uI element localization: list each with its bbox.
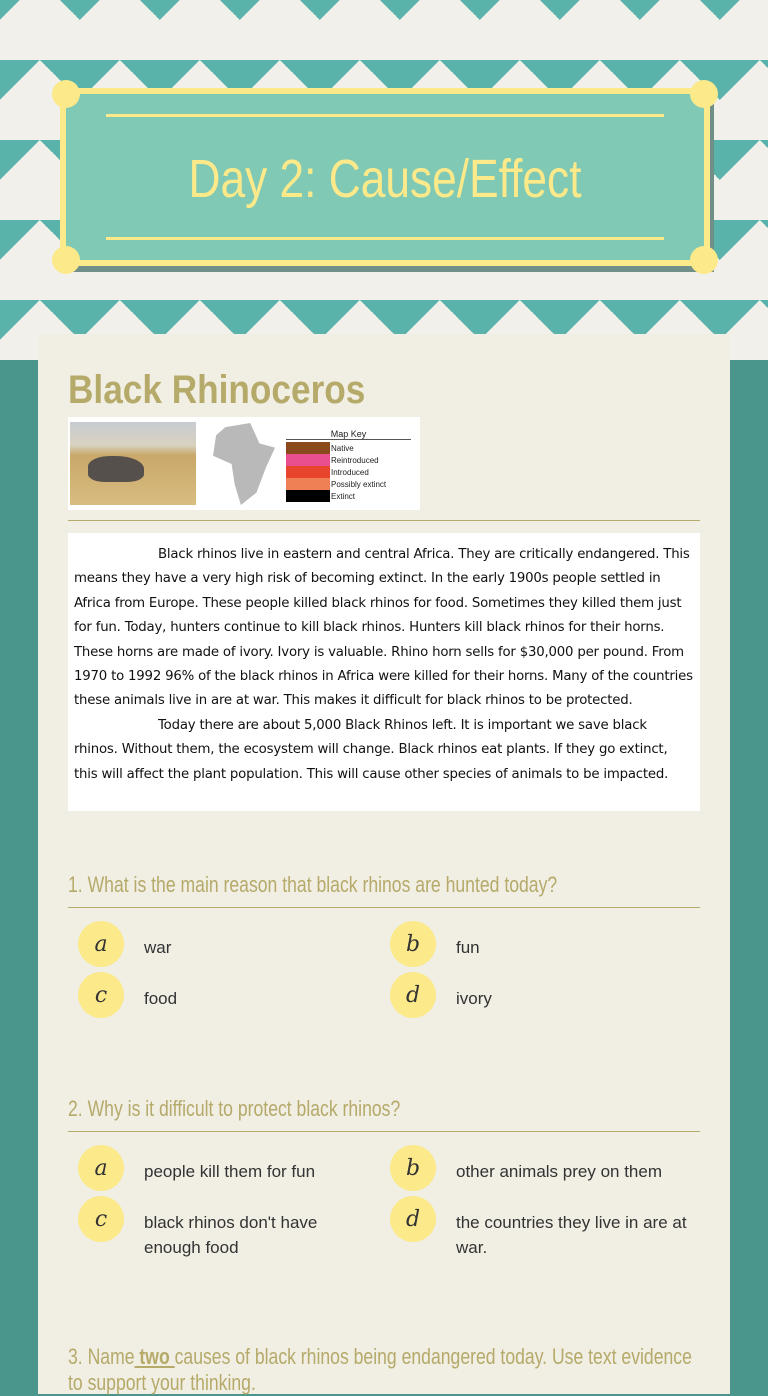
question-3: 3. Name two causes of black rhinos being endangered today. Use text evidence to support your thinking.	[68, 1344, 692, 1395]
map-key-item: Reintroduced	[286, 454, 411, 466]
answer-option[interactable]: b fun	[390, 935, 690, 967]
corner-ornament	[690, 80, 718, 108]
divider	[68, 1131, 700, 1132]
divider	[106, 237, 664, 240]
page-title: Day 2: Cause/Effect	[188, 149, 582, 209]
answer-option[interactable]: c food	[78, 986, 378, 1018]
rhino-photo	[70, 422, 196, 505]
answer-option[interactable]: d ivory	[390, 986, 690, 1018]
map-key-item: Introduced	[286, 466, 411, 478]
reading-passage	[68, 533, 700, 811]
corner-ornament	[52, 246, 80, 274]
answer-option[interactable]: c black rhinos don't have enough food	[78, 1210, 358, 1260]
passage-paragraph: Today there are about 5,000 Black Rhinos left. It is important we save black rhinos. Without them, the ecosystem will change. Black rhinos eat plants. If they go extinct, this will affect the plant population. This will cause other species of animals to be impacted.	[74, 717, 669, 782]
map-key-item: Possibly extinct	[286, 478, 411, 490]
corner-ornament	[52, 80, 80, 108]
answer-option[interactable]: a people kill them for fun	[78, 1159, 378, 1191]
map-key-item: Native	[286, 442, 411, 454]
divider	[68, 520, 700, 521]
map-key-item: Extinct	[286, 490, 411, 502]
answer-option[interactable]: d the countries they live in are at war.	[390, 1210, 710, 1260]
answer-option[interactable]: b other animals prey on them	[390, 1159, 690, 1191]
corner-ornament	[690, 246, 718, 274]
question-1: 1. What is the main reason that black rhinos are hunted today?	[68, 872, 558, 897]
map-key	[286, 429, 411, 502]
rhino-images	[68, 417, 420, 510]
question-2: 2. Why is it difficult to protect black rhinos?	[68, 1096, 401, 1121]
passage-paragraph: Black rhinos live in eastern and central Africa. They are critically endangered. This means they have a very high risk of becoming extinct. In the early 1900s people settled in Africa from Europe. These people killed black rhinos for food. Sometimes they killed them just for fun. Today, hunters continue to kill black rhinos. Hunters kill black rhinos for their horns. These horns are made of ivory. Ivory is valuable. Rhino horn sells for $30,000 per pound. From 1970 to 1992 96% of the black rhinos in Africa were killed for their horns. Many of the countries these animals live in are at war. This makes it difficult for black rhinos to be protected.	[74, 547, 693, 709]
answer-option[interactable]: a war	[78, 935, 378, 967]
divider	[68, 907, 700, 908]
map-key-title: Map Key	[286, 429, 411, 440]
title-banner	[60, 88, 710, 266]
africa-map	[213, 423, 275, 505]
section-heading: Black Rhinoceros	[68, 368, 366, 412]
divider	[106, 114, 664, 117]
